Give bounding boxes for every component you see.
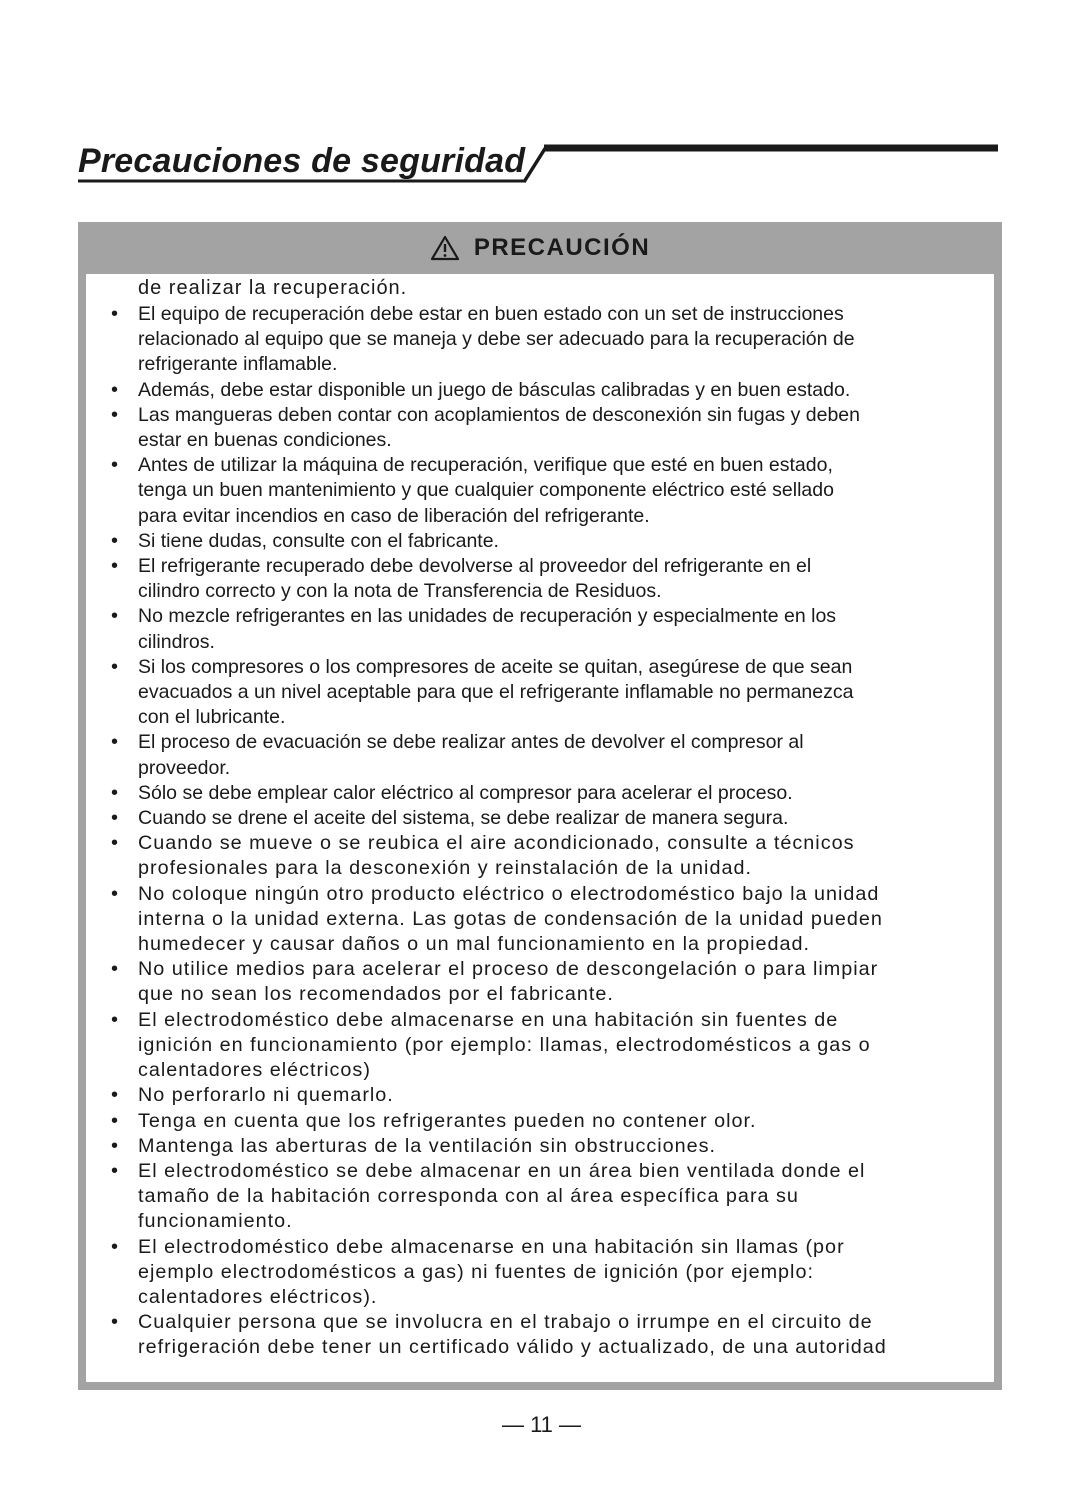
list-item: • Además, debe estar disponible un juego de básculas calibradas y en buen estado. <box>86 378 994 403</box>
list-item: • El refrigerante recuperado debe devolverse al proveedor del refrigerante en el cilindro correcto y con la nota de Transferencia de Residuos. <box>86 554 994 604</box>
list-item: • Las mangueras deben contar con acoplamientos de desconexión sin fugas y deben estar en buenas condiciones. <box>86 403 994 453</box>
list-item: • Mantenga las aberturas de la ventilación sin obstrucciones. <box>86 1134 994 1159</box>
list-item: • Sólo se debe emplear calor eléctrico al compresor para acelerar el proceso. <box>86 781 994 806</box>
caution-panel <box>78 222 1002 1390</box>
list-item: • Cualquier persona que se involucra en el trabajo o irrumpe en el circuito de refrigeración debe tener un certificado válido y actualizado, de una autoridad <box>86 1310 994 1360</box>
warning-triangle-icon <box>430 235 460 261</box>
list-item: • Tenga en cuenta que los refrigerantes pueden no contener olor. <box>86 1109 994 1134</box>
list-item: • Cuando se mueve o se reubica el aire acondicionado, consulte a técnicos profesionales para la desconexión y reinstalación de la unidad. <box>86 831 994 881</box>
list-item: • El electrodoméstico se debe almacenar en un área bien ventilada donde el tamaño de la habitación corresponda con al área específica para su funcionamiento. <box>86 1159 994 1235</box>
list-item: • El equipo de recuperación debe estar en buen estado con un set de instrucciones relacionado al equipo que se maneja y debe ser adecuado para la recuperación de refrigerante inflamable. <box>86 302 994 378</box>
precaution-list <box>86 302 994 1361</box>
page-number: — 11 — <box>501 1412 582 1437</box>
list-item: • Si los compresores o los compresores de aceite se quitan, asegúrese de que sean evacuados a un nivel aceptable para que el refrigerante inflamable no permanezca con el lubricante. <box>86 655 994 731</box>
caution-header <box>78 222 1002 274</box>
caution-title: PRECAUCIÓN <box>473 234 651 261</box>
list-item: • No coloque ningún otro producto eléctrico o electrodoméstico bajo la unidad interna o la unidad externa. Las gotas de condensación de la unidad pueden humedecer y causar daños o un mal funcionamiento en la propiedad. <box>86 882 994 958</box>
list-item: • El proceso de evacuación se debe realizar antes de devolver el compresor al proveedor. <box>86 730 994 780</box>
list-item: • Cuando se drene el aceite del sistema, se debe realizar de manera segura. <box>86 806 994 831</box>
page-title: Precauciones de seguridad <box>78 142 526 180</box>
list-item: • El electrodoméstico debe almacenarse en una habitación sin fuentes de ignición en funcionamiento (por ejemplo: llamas, electrodomésticos a gas o calentadores eléctricos) <box>86 1008 994 1084</box>
continuation-text: de realizar la recuperación. <box>138 277 408 299</box>
list-item: • No mezcle refrigerantes en las unidades de recuperación y especialmente en los cilindros. <box>86 604 994 654</box>
caution-body <box>86 274 994 1382</box>
list-item: • Si tiene dudas, consulte con el fabricante. <box>86 529 994 554</box>
list-item: • No perforarlo ni quemarlo. <box>86 1083 994 1108</box>
section-heading <box>78 130 998 190</box>
list-item: • El electrodoméstico debe almacenarse en una habitación sin llamas (por ejemplo electrodomésticos a gas) ni fuentes de ignición (por ejemplo: calentadores eléctricos). <box>86 1235 994 1311</box>
list-item: • No utilice medios para acelerar el proceso de descongelación o para limpiar que no sean los recomendados por el fabricante. <box>86 957 994 1007</box>
list-item: • Antes de utilizar la máquina de recuperación, verifique que esté en buen estado, tenga un buen mantenimiento y que cualquier componente eléctrico esté sellado para evitar incendios en caso de liberación del refrigerante. <box>86 453 994 529</box>
